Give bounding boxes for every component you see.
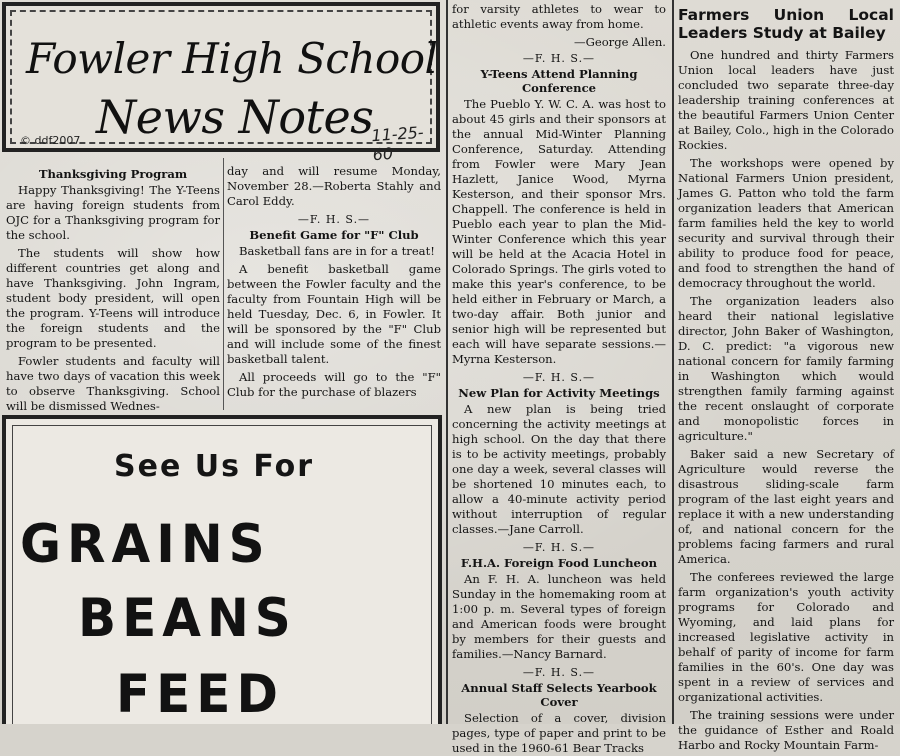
paragraph: Selection of a cover, division pages, type of paper and print to be used in the 1960-61 Bear Tracks <box>452 711 666 755</box>
copyright-credit: © ddf2007 <box>20 134 81 147</box>
byline: —George Allen. <box>573 35 666 49</box>
masthead <box>2 2 440 165</box>
paragraph: One hundred and thirty Farmers Union local leaders have just concluded two separate three-day leadership training conferences at the beautiful Farmers Union Center at Bailey, Colo., high in the Colorado Rockies. <box>678 48 894 152</box>
paragraph: The training sessions were under the guidance of Esther and Roald Harbo and Rocky Mountain Farm- <box>678 708 894 752</box>
paragraph: Fowler students and faculty will have two days of vacation this week to observe Thanksgiving. School will be dismissed Wednes- <box>6 354 220 413</box>
advertisement <box>2 415 442 724</box>
paragraph: day and will resume Monday, November 28.—Roberta Stahly and Carol Eddy. <box>227 164 441 208</box>
page-gutter <box>446 0 448 724</box>
paragraph: An F. H. A. luncheon was held Sunday in the homemaking room at 1:00 p. m. Several types of foreign and American foods were brought by members for their guests and families.—Nancy Barnard. <box>452 572 666 661</box>
handwritten-date: 11-25-60 <box>370 122 425 165</box>
column-benefit-game <box>227 164 441 410</box>
paragraph: A new plan is being tried concerning the activity meetings at high school. On the day that there is to be activity meetings, probably one day a week, several classes will be shortened 10 minutes each, to allow a 40-minute activity period without interruption of regular classes.—Jane Carroll. <box>452 402 666 536</box>
headline-yearbook-cover: Annual Staff Selects Yearbook Cover <box>461 681 657 709</box>
paragraph: The conferees reviewed the large farm organization's youth activity programs for Colorado and Wyoming, and laid plans for increased legislative activity in behalf of parity of income for farm families in the 60's. One day was spent in a review of services and organizational activities. <box>678 570 894 704</box>
ad-line-beans: BEANS <box>78 587 297 649</box>
column-thanksgiving <box>6 166 220 413</box>
paragraph: Happy Thanksgiving! The Y-Teens are having foreign students from OJC for a Thanksgiving program for the school. <box>6 183 220 242</box>
paragraph: Baker said a new Secretary of Agriculture would reverse the disastrous sliding-scale farm program of the last eight years and replace it with a new understanding of, and national concern for the problems facing farmers and rural America. <box>678 447 894 566</box>
section-separator: —F. H. S.— <box>522 371 596 384</box>
paragraph: All proceeds will go to the "F" Club for the purchase of blazers <box>227 370 441 399</box>
paragraph: The students will show how different countries get along and have Thanksgiving. John Ingram, student body president, will open the program. Y-Teens will introduce the foreign students and the program to be presented. <box>6 246 220 350</box>
paragraph: A benefit basketball game between the Fowler faculty and the faculty from Fountain High will be held Tuesday, Dec. 6, in Fowler. It will be sponsored by the "F" Club and will include some of the finest basketball talent. <box>227 262 441 366</box>
ad-line-feed: FEED <box>116 663 284 725</box>
masthead-title-line2: News Notes <box>96 90 374 144</box>
section-separator: —F. H. S.— <box>297 213 371 226</box>
ad-headline: See Us For <box>114 449 315 484</box>
headline-thanksgiving: Thanksgiving Program <box>38 167 188 181</box>
paragraph: The organization leaders also heard their national legislative director, John Baker of Washington, D. C. predict: "a vigorous new national concern for family farming in Washington which would strengthen family farming against the recent onslaught of corporate and monopolistic forces in agriculture." <box>678 294 894 443</box>
paragraph: for varsity athletes to wear to athletic events away from home. <box>452 2 666 31</box>
ad-line-grains: GRAINS <box>20 513 271 575</box>
headline-benefit-game: Benefit Game for "F" Club <box>249 228 419 242</box>
paragraph: The Pueblo Y. W. C. A. was host to about 45 girls and their sponsors at the annual Mid-Winter Planning Conference, Saturday. Attending from Fowler were Mary Jean Hazlett, Janice Wood, Myrna Kesterson, and their sponsor Mrs. Chappell. The conference is held in Pueblo each year to plan the Mid-Winter Conference which this year will be held at the Acacia Hotel in Colorado Springs. The girls voted to make this year's conference, to be held either in February or March, a two-day affair. Both junior and senior high will be represented but each will have separate sessions.—Myrna Kesterson. <box>452 97 666 366</box>
column-farmers-union <box>678 6 894 752</box>
paragraph: Basketball fans are in for a treat! <box>239 244 435 258</box>
column-rule <box>223 158 224 410</box>
column-rule <box>672 0 674 724</box>
headline-farmers-union: Farmers Union Local Leaders Study at Bailey <box>678 6 894 42</box>
headline-fha-luncheon: F.H.A. Foreign Food Luncheon <box>460 556 658 570</box>
headline-activity-meetings: New Plan for Activity Meetings <box>458 386 660 400</box>
masthead-title-line1: Fowler High School <box>26 34 438 83</box>
section-separator: —F. H. S.— <box>522 666 596 679</box>
section-separator: —F. H. S.— <box>522 541 596 554</box>
column-school-news <box>452 2 666 755</box>
paragraph: The workshops were opened by National Farmers Union president, James G. Patton who told the farm organization leaders that American farm families held the key to world security and survival through their ability to produce food for peace, and food to strengthen the hand of democracy throughout the world. <box>678 156 894 290</box>
headline-y-teens: Y-Teens Attend Planning Conference <box>480 67 638 95</box>
section-separator: —F. H. S.— <box>522 52 596 65</box>
